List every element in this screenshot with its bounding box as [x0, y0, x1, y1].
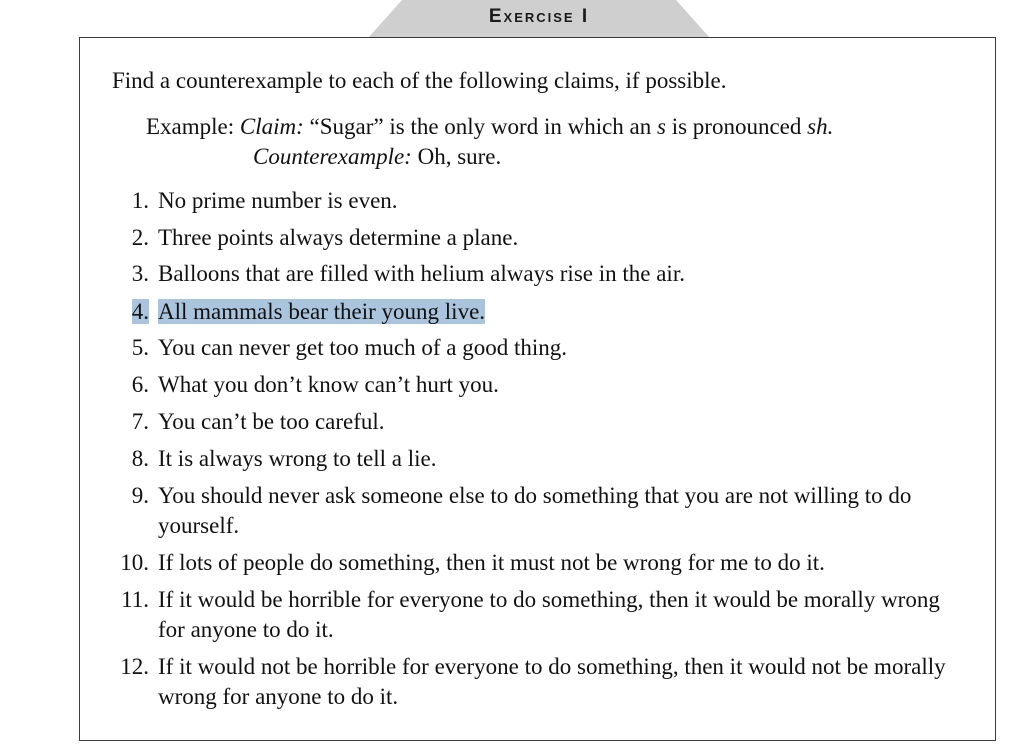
item-text: What you don’t know can’t hurt you.	[158, 372, 499, 397]
item-text: If lots of people do something, then it must not be wrong for me to do it.	[158, 550, 825, 575]
item-text: You should never ask someone else to do something that you are not willing to do yourself.	[158, 483, 912, 538]
example-counter-line	[253, 142, 501, 172]
item-text: If it would not be horrible for everyone to do something, then it would not be morally wrong for anyone to do it.	[158, 654, 946, 709]
counter-text: Oh, sure.	[411, 144, 502, 169]
item-text: Balloons that are filled with helium always rise in the air.	[158, 261, 685, 286]
item-number	[100, 297, 149, 327]
selection-highlight-text[interactable]: All mammals bear their young live.	[158, 299, 486, 324]
item-number: 10.	[120, 550, 149, 575]
item-number: 9.	[131, 483, 149, 508]
item-number: 7.	[131, 409, 149, 434]
item-number: 2.	[131, 225, 149, 250]
example-claim-line	[146, 112, 833, 142]
instruction-text: Find a counterexample to each of the following claims, if possible.	[112, 68, 727, 93]
claim-text-a: “Sugar” is the only word in which an	[303, 114, 658, 139]
claim-letter: s	[657, 114, 666, 139]
claim-sound: sh.	[807, 114, 834, 139]
item-number: 8.	[131, 446, 149, 471]
item-text: It is always wrong to tell a lie.	[158, 446, 437, 471]
item-number: 11.	[121, 587, 149, 612]
item-text: You can never get too much of a good thing.	[158, 335, 568, 360]
item-text: Three points always determine a plane.	[158, 225, 519, 250]
item-text: No prime number is even.	[158, 188, 398, 213]
item-number: 1.	[131, 188, 149, 213]
selection-highlight-number[interactable]: 4.	[131, 299, 149, 324]
exercise-title: Exercise I	[488, 6, 590, 27]
item-number: 3.	[131, 261, 149, 286]
item-text: If it would be horrible for everyone to do something, then it would be morally wrong for anyone to do it.	[158, 587, 940, 642]
example-prefix: Example:	[146, 114, 240, 139]
item-number: 5.	[131, 335, 149, 360]
claim-label: Claim:	[239, 114, 304, 139]
item-number: 6.	[131, 372, 149, 397]
counter-label: Counterexample:	[253, 144, 412, 169]
item-text: You can’t be too careful.	[158, 409, 385, 434]
item-text	[158, 297, 958, 327]
claim-text-b: is pronounced	[665, 114, 808, 139]
item-number: 12.	[120, 654, 149, 679]
